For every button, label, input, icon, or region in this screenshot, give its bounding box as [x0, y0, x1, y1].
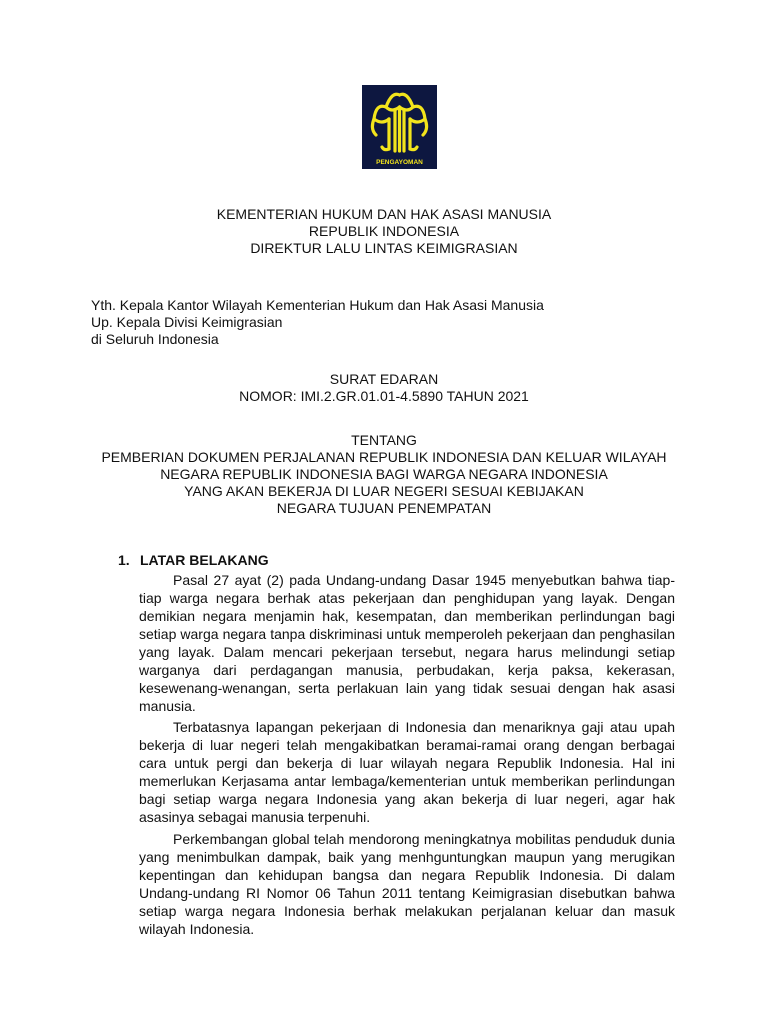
- paragraph-3: Perkembangan global telah mendorong meningkatnya mobilitas penduduk dunia yang menimbulkan dampak, baik yang menhguntungkan maupun yang merugikan kepentingan dan kehidupan bangsa dan negara Republik Indonesia. Di dalam Undang-undang RI Nomor 06 Tahun 2011 tentang Keimigrasian disebutkan bahwa setiap warga negara Indonesia berhak melakukan perjalanan keluar dan masuk wilayah Indonesia.: [139, 831, 675, 937]
- country-name: REPUBLIK INDONESIA: [308, 223, 460, 239]
- subject-block: [0, 432, 768, 517]
- subject-line-2: NEGARA REPUBLIK INDONESIA BAGI WARGA NEGARA INDONESIA: [160, 466, 608, 482]
- section-title: LATAR BELAKANG: [140, 552, 269, 568]
- paragraph-2: Terbatasnya lapangan pekerjaan di Indonesia dan menariknya gaji atau upah bekerja di luar negeri telah mengakibatkan beramai-ramai orang dengan berbagai cara untuk pergi dan bekerja di luar wilayah negara Republik Indonesia. Hal ini memerlukan Kerjasama antar lembaga/kementerian untuk memberikan perlindungan bagi setiap warga negara Indonesia yang akan bekerja di luar negeri, agar hak asasinya sebagai manusia terpenuhi.: [139, 719, 675, 825]
- letter-heading: [0, 206, 768, 257]
- subject-line-3: YANG AKAN BEKERJA DI LUAR NEGERI SESUAI KEBIJAKAN: [184, 483, 584, 499]
- circular-number: NOMOR: IMI.2.GR.01.01-4.5890 TAHUN 2021: [239, 388, 529, 404]
- address-line-1: Yth. Kepala Kantor Wilayah Kementerian Hukum dan Hak Asasi Manusia: [91, 297, 544, 313]
- address-line-3: di Seluruh Indonesia: [91, 331, 219, 347]
- directorate-name: DIREKTUR LALU LINTAS KEIMIGRASIAN: [250, 240, 518, 256]
- subject-line-4: NEGARA TUJUAN PENEMPATAN: [276, 500, 492, 516]
- paragraph-1: Pasal 27 ayat (2) pada Undang-undang Dasar 1945 menyebutkan bahwa tiap-tiap warga negara berhak atas pekerjaan dan penghidupan yang layak. Dengan demikian negara menjamin hak, kesempatan, dan memberikan perlindungan bagi setiap warga negara tanpa diskriminasi untuk memperoleh pekerjaan dan penghasilan yang layak. Dalam mencari pekerjaan tersebut, negara harus melindungi setiap warganya dari perdagangan manusia, perbudakan, kerja paksa, kekerasan, kesewenang-wenangan, serta perlakuan lain yang tidak sesuai dengan hak asasi manusia.: [139, 572, 675, 714]
- address-line-2: Up. Kepala Divisi Keimigrasian: [91, 314, 283, 330]
- recipient-address: [91, 297, 691, 348]
- subject-line-1: PEMBERIAN DOKUMEN PERJALANAN REPUBLIK INDONESIA DAN KELUAR WILAYAH: [101, 449, 667, 465]
- circular-header: [0, 371, 768, 405]
- ministry-name: KEMENTERIAN HUKUM DAN HAK ASASI MANUSIA: [216, 206, 552, 222]
- pengayoman-emblem-icon: [362, 85, 437, 169]
- section-heading: [118, 552, 269, 569]
- section-number: 1.: [118, 552, 130, 568]
- logo-label: PENGAYOMAN: [376, 159, 423, 166]
- pengayoman-logo: [362, 85, 437, 169]
- circular-title: SURAT EDARAN: [329, 371, 439, 387]
- subject-label: TENTANG: [351, 432, 417, 448]
